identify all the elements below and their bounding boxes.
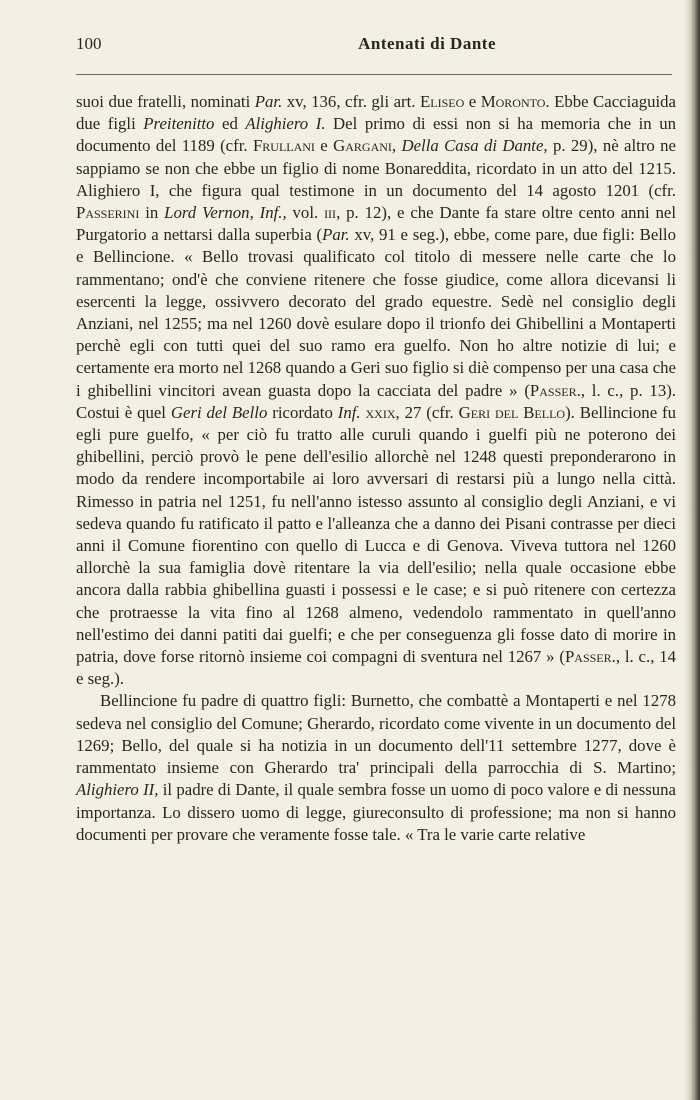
text-run: ed — [214, 114, 246, 134]
citation-italic: Inf. — [337, 402, 361, 422]
citation-italic: Par. — [322, 225, 350, 245]
text-run: , 27 (cfr. — [395, 402, 459, 422]
author-name: Gargani — [333, 136, 392, 156]
text-run: . Ebbe Cacciaguida due figli — [76, 92, 676, 134]
author-name: Frullani — [252, 136, 315, 156]
name-italic: Preitenitto — [143, 114, 215, 134]
body-text — [76, 91, 676, 846]
text-run: in — [139, 203, 165, 223]
page-number: 100 — [76, 34, 102, 53]
text-run: , — [391, 136, 402, 156]
text-run: e — [314, 136, 334, 156]
text-run: il padre di Dante, il quale sembra fosse un uomo di poco valore e di nessuna importanza. Lo dissero uomo di legge, giureconsulto di professione; ma non si hanno documenti per provare che veramente fosse tale. « Tra le varie carte relative — [76, 780, 676, 844]
text-run: suoi due fratelli, nominati — [76, 92, 255, 111]
cross-reference: Geri del Bello — [458, 402, 566, 422]
author-name: Passer. — [529, 380, 581, 400]
text-run: , l. c., 14 e seg.). — [76, 647, 676, 689]
text-run: Bellincione fu padre di quattro figli: Burnetto, che combattè a Montaperti e nel 1278 sedeva nel consiglio del Comune; Gherardo, ricordato come vivente in un documento del 1269; Bello, del quale si ha notizia in un documento dell'11 settembre 1277, dove è rammentato insieme con Gherardo tra' principali della parrocchia di S. Martino; — [76, 691, 676, 778]
running-title: Antenati di Dante — [358, 34, 496, 53]
canto-number: xxix — [365, 402, 396, 422]
text-run: ). Bellincione fu egli pure guelfo, « per ciò fu tratto alle curuli quando i guelfi più ne poterono dei ghibellini, perciò provò le pene dell'esilio allorchè nel 1248 questi preponderarono in modo da rendere incomportabile ai loro avversari di restarsi più a lungo nella città. Rimesso in patria nel 1251, fu nell'anno istesso assunto al consiglio degli Anziani, e vi sedeva quando fu ratificato il patto e l'alleanza che a danno dei Pisani contrasse per dieci anni il Comune fiorentino con quello di Lucca e di Genova. Viveva tuttora nel 1260 allorchè la sua famiglia dovè ritentare la via dell'esilio; nella quale occasione ebbe ancora dalla rabbia ghibellina guasti i possessi e le case; e si può ritenere con certezza che protraesse la vita fino al 1268 almeno, vedendolo rammentato in quell'anno nell'estimo dei danni patiti dai guelfi; e che per conseguenza gli fosse dato di morire in patria, dove forse ritornò insieme coi compagni di sventura nel 1267 » ( — [76, 402, 677, 667]
text-run: , p. 12), e che Dante fa stare oltre cento anni nel Purgatorio a nettarsi dalla superbia ( — [76, 203, 676, 245]
text-run: p. 29), nè altro ne sappiamo se non che ebbe un figlio di nome Bonareddita, ricordato in un atto del 1215. Alighiero I, che figura qual testimone in un documento del 14 agosto 1201 (cfr. — [76, 136, 676, 200]
name-italic: Geri del Bello — [170, 402, 268, 422]
text-run: ricordato — [267, 402, 338, 422]
text-run: , l. c., p. 13). Costui è quel — [76, 380, 676, 422]
name-italic: Alighiero II, — [76, 780, 159, 800]
cross-reference: Moronto — [480, 92, 546, 111]
text-run: xv, 91 e seg.), ebbe, come pare, due figli: Bello e Bellincione. « Bello trovasi qualificato col titolo di messere nelle carte che lo rammentano; ond'è che conviene ritenere che fosse giudice, come allora dicevansi li esercenti la legge, ossivvero decorato del grado equestre. Sedè nel consiglio degli Anziani, nel 1255; ma nel 1260 dovè esulare dopo il trionfo dei Ghibellini a Montaperti perchè egli con tutti quei del suo ramo era guelfo. Non ho altre notizie di lui; e certamente era morto nel 1268 quando a Geri suo figlio si diè compenso per una casa che i ghibellini vincitori avean guasta dopo la cacciata del padre » ( — [76, 225, 676, 400]
author-name: Passerini — [76, 203, 140, 223]
book-page — [76, 34, 676, 846]
citation-italic: Par. — [254, 92, 283, 111]
text-run: xv, 136, cfr. gli art. — [282, 92, 420, 111]
text-run: Del primo di essi non si ha memoria che in un documento del 1189 (cfr. — [76, 114, 677, 156]
text-run: e — [464, 92, 481, 111]
text-run: vol. — [286, 203, 325, 223]
name-italic: Alighiero I. — [245, 114, 326, 134]
cross-reference: Eliseo — [420, 92, 465, 111]
page-edge-line — [693, 0, 695, 1100]
paragraph-2 — [76, 690, 676, 845]
book-title: Lord Vernon, Inf., — [164, 203, 287, 223]
author-name: Passer. — [564, 647, 616, 667]
volume-number: iii — [324, 203, 337, 223]
page-header — [76, 34, 676, 58]
page-edge-shadow — [684, 0, 700, 1100]
book-title: Della Casa di Dante, — [401, 136, 548, 156]
paragraph-1 — [76, 91, 676, 690]
header-rule — [76, 74, 672, 75]
